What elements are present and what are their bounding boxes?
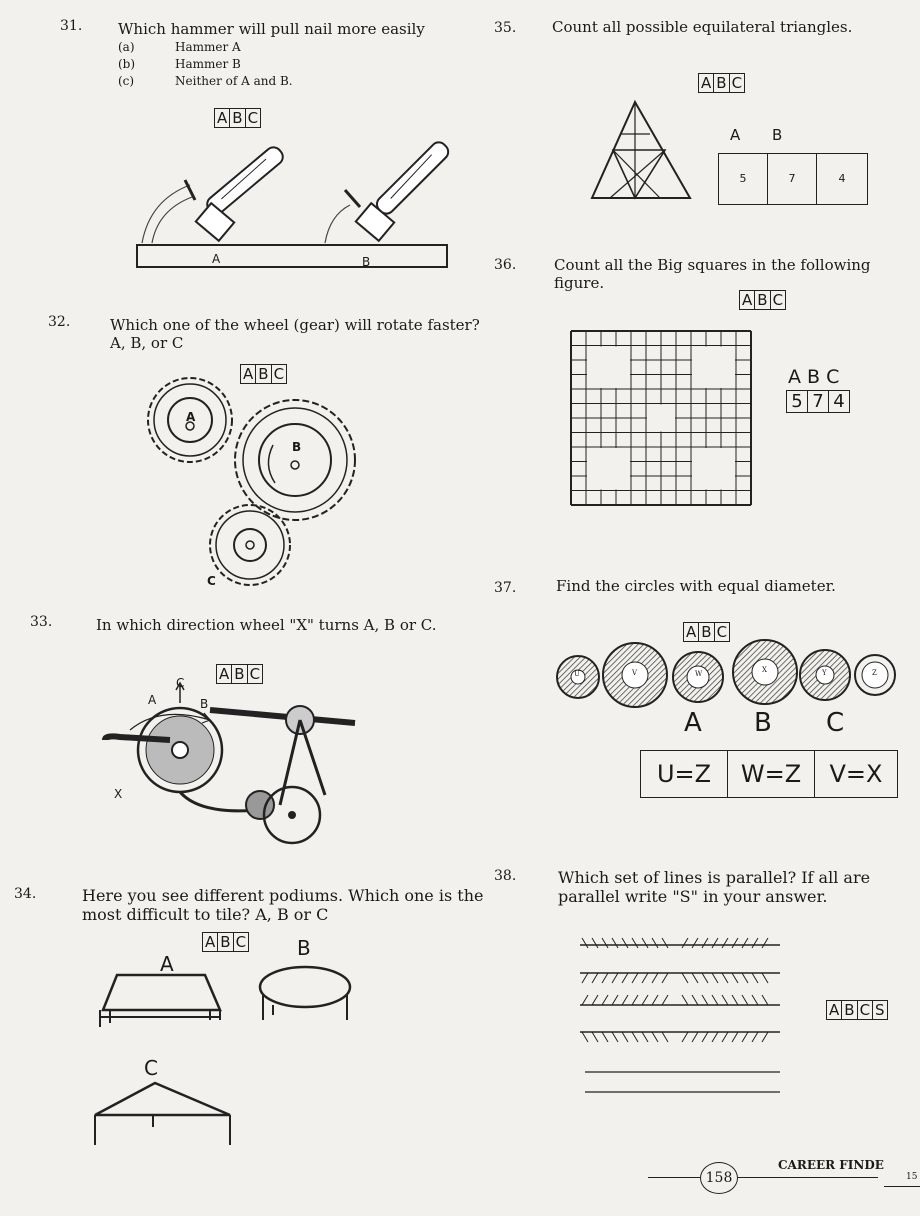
- q33-bicycle-figure: [100, 675, 370, 850]
- q32-gears-figure: [135, 375, 365, 590]
- q32-answer-box[interactable]: A B C: [240, 364, 287, 384]
- q37-head-b: B: [754, 708, 772, 738]
- q34-label-b: B: [297, 936, 311, 960]
- big-square: [587, 347, 630, 389]
- big-square: [587, 448, 630, 490]
- q31-label-b: B: [362, 255, 371, 269]
- q31-option-b-text: Hammer B: [175, 57, 241, 71]
- q34-label-a: A: [160, 952, 174, 976]
- q38-lines-figure: [580, 935, 785, 1095]
- big-square: [692, 347, 735, 389]
- footer-edge-rule: [884, 1186, 920, 1187]
- q32-number: 32.: [48, 314, 71, 330]
- q37-number: 37.: [494, 580, 517, 596]
- q35-head-b: B: [772, 126, 783, 144]
- q34-number: 34.: [14, 886, 37, 902]
- q32-label-a: A: [186, 410, 196, 424]
- q36-number: 36.: [494, 257, 517, 273]
- footer-brand: CAREER FINDE: [778, 1158, 884, 1172]
- q36-answer-table: 5 7 4: [786, 390, 850, 413]
- big-square: [647, 405, 675, 432]
- q31-option-c-key: (c): [118, 74, 135, 88]
- q33-answer-box[interactable]: A B C: [216, 664, 263, 684]
- q37-circles-figure: [555, 642, 900, 712]
- footer-rule-left: [648, 1177, 700, 1178]
- q35-answer-table: 5 7 4: [718, 153, 868, 205]
- q35-head-a: A: [730, 126, 741, 144]
- page-number: 158: [700, 1162, 738, 1194]
- q33-number: 33.: [30, 614, 53, 630]
- q35-question: Count all possible equilateral triangles.: [552, 18, 853, 36]
- q37-answer-box[interactable]: A B C: [683, 622, 730, 642]
- q31-option-c-text: Neither of A and B.: [175, 74, 293, 88]
- q31-question: Which hammer will pull nail more easily: [118, 20, 425, 38]
- q32-label-c: C: [207, 574, 216, 588]
- q37-circle-label-u: U: [574, 670, 580, 678]
- q33-label-x: X: [114, 787, 123, 801]
- q37-head-c: C: [826, 708, 845, 738]
- q37-head-a: A: [684, 708, 702, 738]
- q36-head: A B C: [788, 366, 840, 388]
- q37-circle-label-z: Z: [872, 669, 877, 677]
- q38-question: Which set of lines is parallel? If all are parallel write "S" in your answer.: [558, 868, 871, 906]
- q33-label-a: A: [148, 693, 157, 707]
- q33-label-c: C: [176, 676, 185, 690]
- q32-label-b: B: [292, 440, 302, 454]
- q33-question: In which direction wheel "X" turns A, B or C.: [96, 616, 437, 634]
- q36-question: Count all the Big squares in the following figure.: [554, 256, 871, 292]
- q36-squares-grid: [570, 330, 752, 506]
- q35-answer-box[interactable]: A B C: [698, 73, 745, 93]
- q31-label-a: A: [212, 252, 221, 266]
- q38-answer-box[interactable]: A B C S: [826, 1000, 888, 1020]
- q36-answer-box[interactable]: A B C: [739, 290, 786, 310]
- q35-number: 35.: [494, 20, 517, 36]
- q37-circle-label-w: W: [695, 670, 703, 678]
- q31-answer-box[interactable]: A B C: [214, 108, 261, 128]
- q34-podiums-figure: [95, 965, 355, 1150]
- q34-answer-box[interactable]: A B C: [202, 932, 249, 952]
- q35-triangle-figure: [590, 100, 700, 200]
- q33-label-b: B: [200, 697, 209, 711]
- q37-question: Find the circles with equal diameter.: [556, 577, 836, 595]
- q37-circle-label-x: X: [762, 666, 767, 674]
- q34-label-c: C: [144, 1056, 158, 1080]
- q38-number: 38.: [494, 868, 517, 884]
- q31-hammers-figure: [130, 125, 460, 275]
- q37-circle-label-v: V: [632, 669, 638, 677]
- q37-answer-table: U=Z W=Z V=X: [640, 750, 898, 798]
- q32-question: Which one of the wheel (gear) will rotate faster? A, B, or C: [110, 316, 480, 352]
- footer-rule-right: [738, 1177, 878, 1178]
- q37-circle-label-y: Y: [822, 669, 827, 677]
- q31-option-b-key: (b): [118, 57, 136, 71]
- big-square: [692, 448, 735, 490]
- footer-edge-number: 15: [906, 1172, 918, 1182]
- q31-option-a-text: Hammer A: [175, 40, 241, 54]
- q31-number: 31.: [60, 18, 83, 34]
- q31-option-a-key: (a): [118, 40, 135, 54]
- q34-question: Here you see different podiums. Which one is the most difficult to tile? A, B or C: [82, 886, 484, 924]
